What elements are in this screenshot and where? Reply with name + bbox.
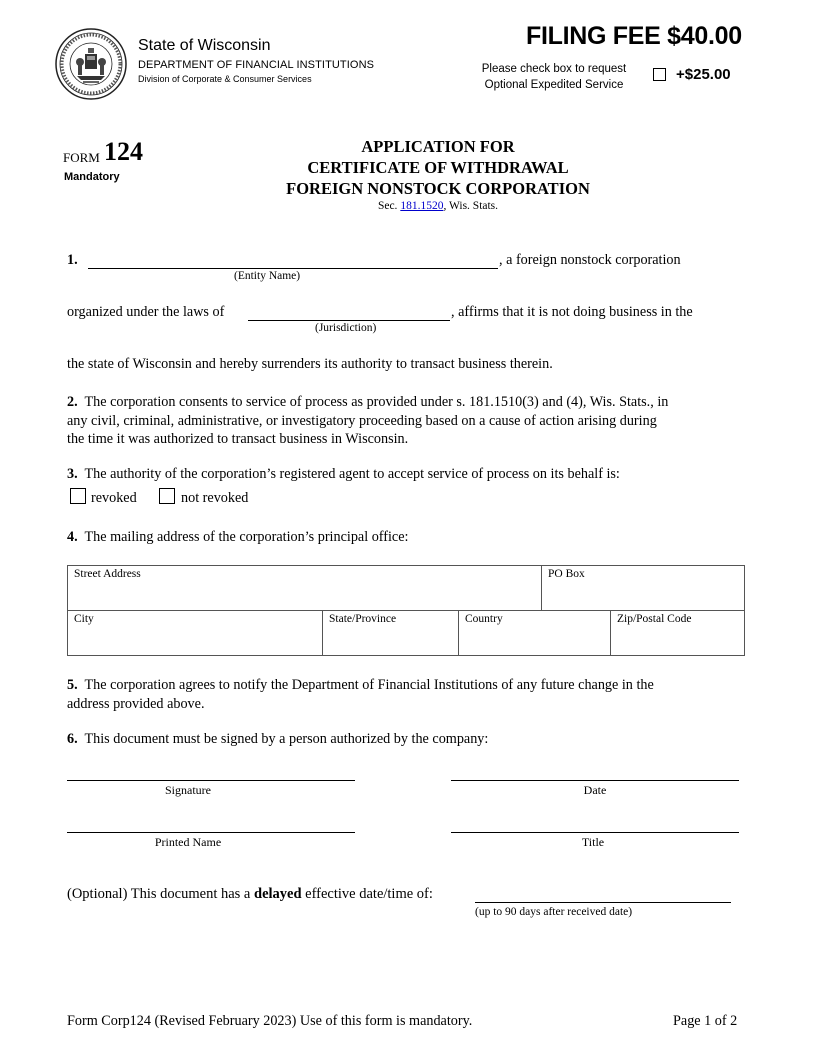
item2-line1: The corporation consents to service of process as provided under s. 181.1510(3) and (4), Wis. Stats., in <box>84 394 669 410</box>
title-line-2: CERTIFICATE OF WITHDRAWAL <box>307 158 569 177</box>
statute-suffix: , Wis. Stats. <box>443 200 499 212</box>
state-name: State of Wisconsin <box>138 37 271 54</box>
printed-name-field[interactable] <box>67 832 355 833</box>
zip-code-field[interactable] <box>610 610 745 656</box>
item2-number: 2. <box>67 394 78 410</box>
item1-organized-text: organized under the laws of <box>67 304 225 320</box>
optional-delayed-text <box>67 886 433 903</box>
item1-foreign-text: , a foreign nonstock corporation <box>499 252 681 268</box>
city-field[interactable] <box>67 610 323 656</box>
item5-number: 5. <box>67 677 78 693</box>
jurisdiction-field[interactable] <box>248 320 450 321</box>
expedite-note <box>470 61 638 93</box>
title-line-1: APPLICATION FOR <box>361 137 515 156</box>
revoked-checkbox[interactable] <box>70 488 86 504</box>
item1-state-text: the state of Wisconsin and hereby surrenders its authority to transact business therein. <box>67 356 553 372</box>
item4-text: The mailing address of the corporation’s principal office: <box>84 529 409 545</box>
state-province-field[interactable] <box>322 610 459 656</box>
title-field[interactable] <box>451 832 739 833</box>
mandatory-label: Mandatory <box>64 171 120 183</box>
country-field[interactable] <box>458 610 611 656</box>
item5-paragraph <box>67 676 757 713</box>
optional-suffix: effective date/time of: <box>305 886 433 902</box>
item5-line2: address provided above. <box>67 695 205 712</box>
item6-number: 6. <box>67 731 78 747</box>
country-label: Country <box>465 613 503 625</box>
division-name: Division of Corporate & Consumer Services <box>138 74 312 84</box>
date-field[interactable] <box>451 780 739 781</box>
street-address-label: Street Address <box>74 568 141 580</box>
not-revoked-checkbox[interactable] <box>159 488 175 504</box>
signature-label: Signature <box>165 783 211 797</box>
expedite-checkbox[interactable] <box>653 68 666 81</box>
item5-line1: The corporation agrees to notify the Department of Financial Institutions of any future change in the <box>84 677 654 693</box>
item6-text: This document must be signed by a person authorized by the company: <box>84 731 489 747</box>
street-address-field[interactable] <box>67 565 542 611</box>
item4-paragraph <box>67 529 408 546</box>
jurisdiction-caption: (Jurisdiction) <box>315 322 377 334</box>
form-label: FORM <box>63 150 100 165</box>
po-box-field[interactable] <box>541 565 745 611</box>
filing-fee: FILING FEE $40.00 <box>526 22 742 50</box>
footer-form-info: Form Corp124 (Revised February 2023) Use of this form is mandatory. <box>67 1013 473 1029</box>
state-province-label: State/Province <box>329 613 397 625</box>
date-label: Date <box>583 783 607 797</box>
po-box-label: PO Box <box>548 568 585 580</box>
expedite-note-line1: Please check box to request <box>481 63 627 75</box>
title-label: Title <box>581 835 605 849</box>
item2-paragraph <box>67 393 757 449</box>
wisconsin-state-seal-icon <box>55 28 127 100</box>
item3-text: The authority of the corporation’s registered agent to accept service of process on its behalf is: <box>84 466 620 482</box>
optional-delayed-word: delayed <box>254 886 302 902</box>
title-line-3: FOREIGN NONSTOCK CORPORATION <box>286 179 590 198</box>
item3-number: 3. <box>67 466 78 482</box>
item1-number: 1. <box>67 252 78 268</box>
statute-link[interactable]: 181.1520 <box>400 200 444 212</box>
item3-paragraph <box>67 466 620 483</box>
form-number: 124 <box>104 137 143 166</box>
statute-prefix: Sec. <box>377 200 398 212</box>
address-table <box>67 565 745 656</box>
department-name: DEPARTMENT OF FINANCIAL INSTITUTIONS <box>138 59 375 71</box>
item2-line2: any civil, criminal, administrative, or investigatory proceeding based on a cause of action arising during <box>67 412 657 429</box>
entity-name-caption: (Entity Name) <box>234 270 301 282</box>
revoked-label: revoked <box>91 490 137 506</box>
printed-name-label: Printed Name <box>154 835 222 849</box>
item4-number: 4. <box>67 529 78 545</box>
city-label: City <box>74 613 94 625</box>
zip-code-label: Zip/Postal Code <box>617 613 692 625</box>
not-revoked-label: not revoked <box>181 490 249 506</box>
statute-reference <box>230 200 646 212</box>
expedite-note-line2: Optional Expedited Service <box>484 79 624 91</box>
item6-paragraph <box>67 731 488 748</box>
item1-affirms-text: , affirms that it is not doing business in the <box>451 304 693 320</box>
optional-prefix: (Optional) This document has a <box>67 886 251 902</box>
delayed-date-note: (up to 90 days after received date) <box>475 906 633 918</box>
expedite-fee: +$25.00 <box>676 66 731 83</box>
signature-field[interactable] <box>67 780 355 781</box>
item2-line3: the time it was authorized to transact business in Wisconsin. <box>67 431 409 447</box>
entity-name-field[interactable] <box>88 268 498 269</box>
delayed-date-field[interactable] <box>475 902 731 903</box>
page-number: Page 1 of 2 <box>673 1013 738 1029</box>
